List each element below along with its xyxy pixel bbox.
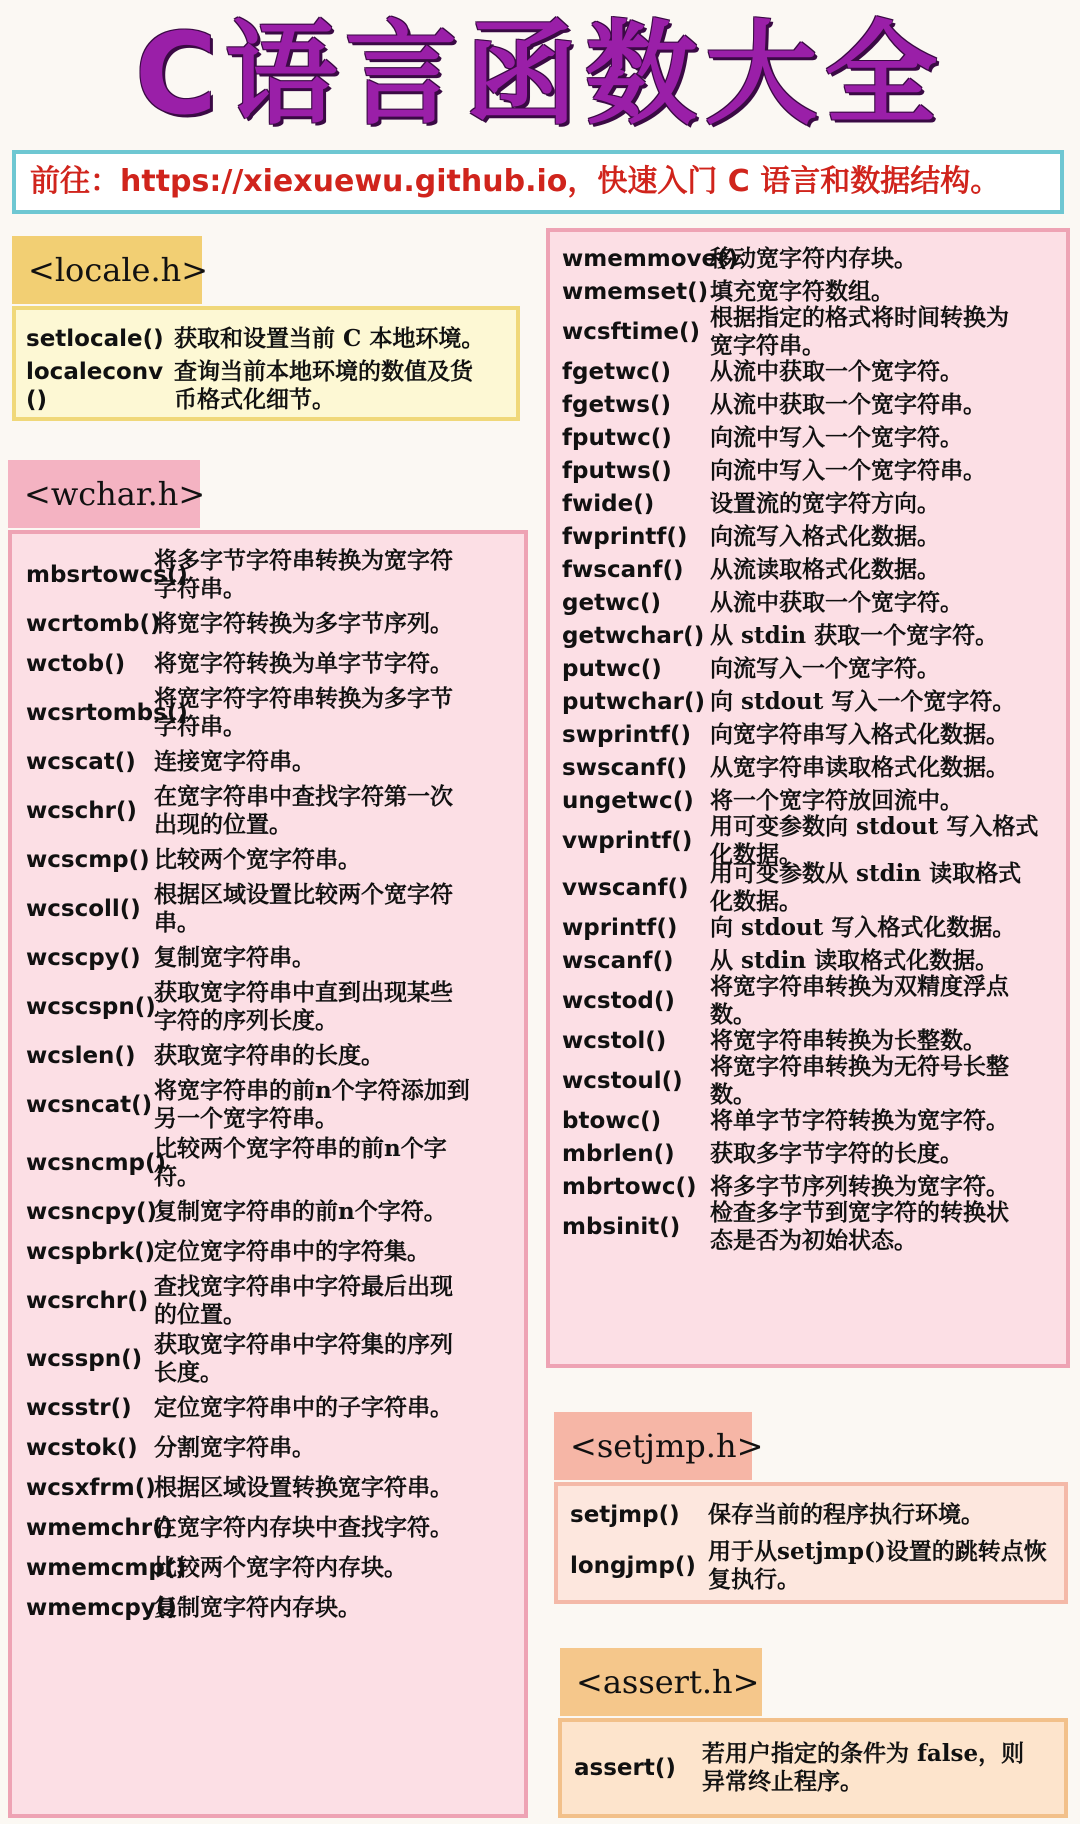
- function-name: putwchar(): [562, 688, 705, 715]
- function-name: wcsrchr(): [26, 1288, 149, 1314]
- function-description: 将多字节序列转换为宽字符。: [710, 1172, 1009, 1200]
- wchar2-row: [550, 751, 1066, 784]
- function-name: wcscmp(): [26, 847, 150, 873]
- function-description: 查找宽字符串中字符最后出现 的位置。: [154, 1273, 453, 1328]
- wchar2-row: [550, 1052, 1066, 1108]
- wchar-row: [12, 684, 524, 742]
- function-description: 比较两个宽字符串的前n个字 符。: [154, 1135, 447, 1190]
- wchar-panel: [8, 530, 528, 1818]
- function-description: 根据区域设置比较两个宽字符 串。: [154, 881, 453, 936]
- function-description: 连接宽字符串。: [154, 748, 315, 775]
- function-description: 复制宽字符内存块。: [154, 1594, 361, 1621]
- function-name: wcspbrk(): [26, 1239, 156, 1265]
- function-name: wmemset(): [562, 278, 709, 305]
- function-name: setjmp(): [570, 1502, 680, 1528]
- wchar-row: [12, 782, 524, 840]
- function-name: btowc(): [562, 1107, 662, 1134]
- function-description: 根据指定的格式将时间转换为 宽字符串。: [710, 303, 1009, 359]
- function-description: 用可变参数向 stdout 写入格式 化数据。: [710, 812, 1039, 868]
- wchar-row: [12, 604, 524, 644]
- function-description: 获取宽字符串中直到出现某些 字符的序列长度。: [154, 979, 453, 1034]
- function-description: 将单字节字符转换为宽字符。: [710, 1106, 1009, 1134]
- locale-header: <locale.h>: [12, 236, 202, 304]
- setjmp-panel: [554, 1482, 1068, 1604]
- wchar2-row: [550, 586, 1066, 619]
- function-description: 将多字节字符串转换为宽字符 字符串。: [154, 547, 453, 602]
- wchar-row: [12, 1508, 524, 1548]
- function-name: fputwc(): [562, 424, 672, 451]
- wchar-row: [12, 644, 524, 684]
- function-name: fwprintf(): [562, 523, 688, 550]
- wchar2-row: [550, 718, 1066, 751]
- function-description: 从 stdin 读取格式化数据。: [710, 946, 999, 974]
- function-name: assert(): [574, 1755, 676, 1781]
- function-name: wmemcmp(): [26, 1555, 186, 1581]
- function-name: mbsrtowcs(): [26, 562, 188, 588]
- function-description: 用于从setjmp()设置的跳转点恢 复执行。: [708, 1538, 1047, 1593]
- wchar-row: [12, 1232, 524, 1272]
- wchar-row: [12, 1272, 524, 1330]
- function-description: 向 stdout 写入格式化数据。: [710, 913, 1016, 941]
- function-description: 查询当前本地环境的数值及货 币格式化细节。: [174, 358, 473, 413]
- wchar2-row: [550, 859, 1066, 915]
- function-description: 将一个宽字符放回流中。: [710, 786, 963, 814]
- wchar2-row: [550, 812, 1066, 868]
- function-name: wprintf(): [562, 914, 678, 941]
- function-name: fwide(): [562, 490, 655, 517]
- locale-row: [16, 320, 516, 358]
- wchar-row: [12, 1192, 524, 1232]
- function-description: 从流中获取一个宽字符。: [710, 357, 963, 385]
- function-name: wcsncmp(): [26, 1150, 167, 1176]
- function-name: ungetwc(): [562, 787, 694, 814]
- function-description: 在宽字符内存块中查找字符。: [154, 1514, 453, 1541]
- function-name: mbrtowc(): [562, 1173, 697, 1200]
- wchar-continued-panel: [546, 228, 1070, 1368]
- function-description: 分割宽字符串。: [154, 1434, 315, 1461]
- function-name: wcrtomb(): [26, 611, 161, 637]
- function-description: 复制宽字符串的前n个字符。: [154, 1198, 447, 1225]
- page-title: C语言函数大全: [134, 10, 946, 140]
- function-name: wcsxfrm(): [26, 1475, 156, 1501]
- assert-header: <assert.h>: [560, 1648, 762, 1716]
- wchar-row: [12, 742, 524, 782]
- function-description: 获取和设置当前 C 本地环境。: [174, 325, 485, 352]
- wchar-row: [12, 1076, 524, 1134]
- wchar2-row: [550, 388, 1066, 421]
- function-name: wcsftime(): [562, 318, 701, 345]
- function-name: swprintf(): [562, 721, 692, 748]
- setjmp-header: <setjmp.h>: [554, 1412, 752, 1480]
- function-description: 检查多字节到宽字符的转换状 态是否为初始状态。: [710, 1198, 1009, 1254]
- function-description: 在宽字符串中查找字符第一次 出现的位置。: [154, 783, 453, 838]
- wchar-row: [12, 1588, 524, 1628]
- function-name: wmemchr(): [26, 1515, 174, 1541]
- function-name: wcstok(): [26, 1435, 138, 1461]
- wchar-row: [12, 1468, 524, 1508]
- function-name: wmemcpy(): [26, 1595, 177, 1621]
- wchar2-row: [550, 619, 1066, 652]
- wchar2-row: [550, 1104, 1066, 1137]
- function-description: 向流写入格式化数据。: [710, 522, 940, 550]
- function-name: wcsstr(): [26, 1395, 132, 1421]
- function-description: 定位宽字符串中的字符集。: [154, 1238, 430, 1265]
- function-name: mbsinit(): [562, 1213, 681, 1240]
- assert-row: [562, 1736, 1064, 1800]
- function-description: 用可变参数从 stdin 读取格式 化数据。: [710, 859, 1022, 915]
- function-description: 复制宽字符串。: [154, 944, 315, 971]
- function-description: 从流读取格式化数据。: [710, 555, 940, 583]
- function-name: putwc(): [562, 655, 662, 682]
- wchar-row: [12, 880, 524, 938]
- function-name: fputws(): [562, 457, 672, 484]
- wchar-row: [12, 1548, 524, 1588]
- function-name: wcscat(): [26, 749, 136, 775]
- function-name: swscanf(): [562, 754, 688, 781]
- wchar-row: [12, 1330, 524, 1388]
- wchar2-row: [550, 911, 1066, 944]
- function-description: 将宽字符转换为多字节序列。: [154, 610, 453, 637]
- wchar2-row: [550, 685, 1066, 718]
- function-description: 根据区域设置转换宽字符串。: [154, 1474, 453, 1501]
- wchar-header: <wchar.h>: [8, 460, 200, 528]
- function-name: wcstoul(): [562, 1067, 683, 1094]
- function-name: wcscspn(): [26, 994, 156, 1020]
- wchar2-row: [550, 421, 1066, 454]
- function-name: wcscpy(): [26, 945, 141, 971]
- function-description: 保存当前的程序执行环境。: [708, 1501, 984, 1528]
- setjmp-row: [558, 1536, 1064, 1596]
- function-name: wcsspn(): [26, 1346, 143, 1372]
- function-name: wcsncpy(): [26, 1199, 158, 1225]
- function-description: 向流中写入一个宽字符。: [710, 423, 963, 451]
- function-description: 填充宽字符数组。: [710, 277, 894, 305]
- function-description: 将宽字符串转换为无符号长整 数。: [710, 1052, 1009, 1108]
- function-name: fwscanf(): [562, 556, 684, 583]
- wchar-row: [12, 840, 524, 880]
- wchar2-row: [550, 520, 1066, 553]
- wchar2-row: [550, 652, 1066, 685]
- function-description: 向流写入一个宽字符。: [710, 654, 940, 682]
- function-name: vwprintf(): [562, 827, 693, 854]
- function-name: wcsrtombs(): [26, 700, 188, 726]
- function-description: 获取多字节字符的长度。: [710, 1139, 963, 1167]
- function-name: longjmp(): [570, 1553, 696, 1579]
- function-description: 将宽字符字符串转换为多字节 字符串。: [154, 685, 453, 740]
- function-description: 将宽字符串转换为长整数。: [710, 1026, 986, 1054]
- function-description: 比较两个宽字符内存块。: [154, 1554, 407, 1581]
- function-name: wctob(): [26, 651, 126, 677]
- function-description: 向流中写入一个宽字符串。: [710, 456, 986, 484]
- function-description: 移动宽字符内存块。: [710, 244, 917, 272]
- wchar2-row: [550, 972, 1066, 1028]
- wchar2-row: [550, 487, 1066, 520]
- function-name: fgetws(): [562, 391, 672, 418]
- function-name: wmemmove(): [562, 245, 739, 272]
- wchar2-row: [550, 1198, 1066, 1254]
- function-description: 向宽字符串写入格式化数据。: [710, 720, 1009, 748]
- wchar2-row: [550, 553, 1066, 586]
- wchar-row: [12, 1428, 524, 1468]
- wchar-row: [12, 1134, 524, 1192]
- wchar-row: [12, 546, 524, 604]
- function-description: 定位宽字符串中的子字符串。: [154, 1394, 453, 1421]
- wchar-row: [12, 1388, 524, 1428]
- setjmp-row: [558, 1494, 1064, 1536]
- function-name: wcschr(): [26, 798, 137, 824]
- function-description: 从流中获取一个宽字符串。: [710, 390, 986, 418]
- function-description: 若用户指定的条件为 false，则 异常终止程序。: [702, 1740, 1025, 1795]
- function-name: localeconv (): [26, 359, 164, 413]
- locale-panel: [12, 306, 520, 421]
- function-description: 获取宽字符串的长度。: [154, 1042, 384, 1069]
- assert-panel: [558, 1718, 1068, 1818]
- function-description: 比较两个宽字符串。: [154, 846, 361, 873]
- function-description: 从宽字符串读取格式化数据。: [710, 753, 1009, 781]
- banner-link[interactable]: 前往：https://xiexuewu.github.io，快速入门 C 语言和数据结构。: [12, 150, 1064, 214]
- wchar2-row: [550, 1137, 1066, 1170]
- function-name: wcstol(): [562, 1027, 667, 1054]
- locale-row: [16, 358, 516, 414]
- function-name: getwchar(): [562, 622, 705, 649]
- function-description: 将宽字符串的前n个字符添加到 另一个宽字符串。: [154, 1077, 470, 1132]
- function-description: 将宽字符转换为单字节字符。: [154, 650, 453, 677]
- wchar-row: [12, 1036, 524, 1076]
- function-description: 将宽字符串转换为双精度浮点 数。: [710, 972, 1009, 1028]
- function-description: 从流中获取一个宽字符。: [710, 588, 963, 616]
- wchar-row: [12, 978, 524, 1036]
- function-description: 从 stdin 获取一个宽字符。: [710, 621, 999, 649]
- function-name: setlocale(): [26, 326, 164, 352]
- function-description: 向 stdout 写入一个宽字符。: [710, 687, 1016, 715]
- function-name: wcsncat(): [26, 1092, 153, 1118]
- function-name: wcscoll(): [26, 896, 141, 922]
- wchar2-row: [550, 355, 1066, 388]
- wchar2-row: [550, 454, 1066, 487]
- function-name: wcstod(): [562, 987, 675, 1014]
- function-description: 设置流的宽字符方向。: [710, 489, 940, 517]
- wchar-row: [12, 938, 524, 978]
- wchar2-row: [550, 242, 1066, 275]
- function-name: vwscanf(): [562, 874, 689, 901]
- function-name: mbrlen(): [562, 1140, 675, 1167]
- function-name: wscanf(): [562, 947, 674, 974]
- function-description: 获取宽字符串中字符集的序列 长度。: [154, 1331, 453, 1386]
- function-name: getwc(): [562, 589, 661, 616]
- function-name: wcslen(): [26, 1043, 136, 1069]
- function-name: fgetwc(): [562, 358, 671, 385]
- wchar2-row: [550, 303, 1066, 359]
